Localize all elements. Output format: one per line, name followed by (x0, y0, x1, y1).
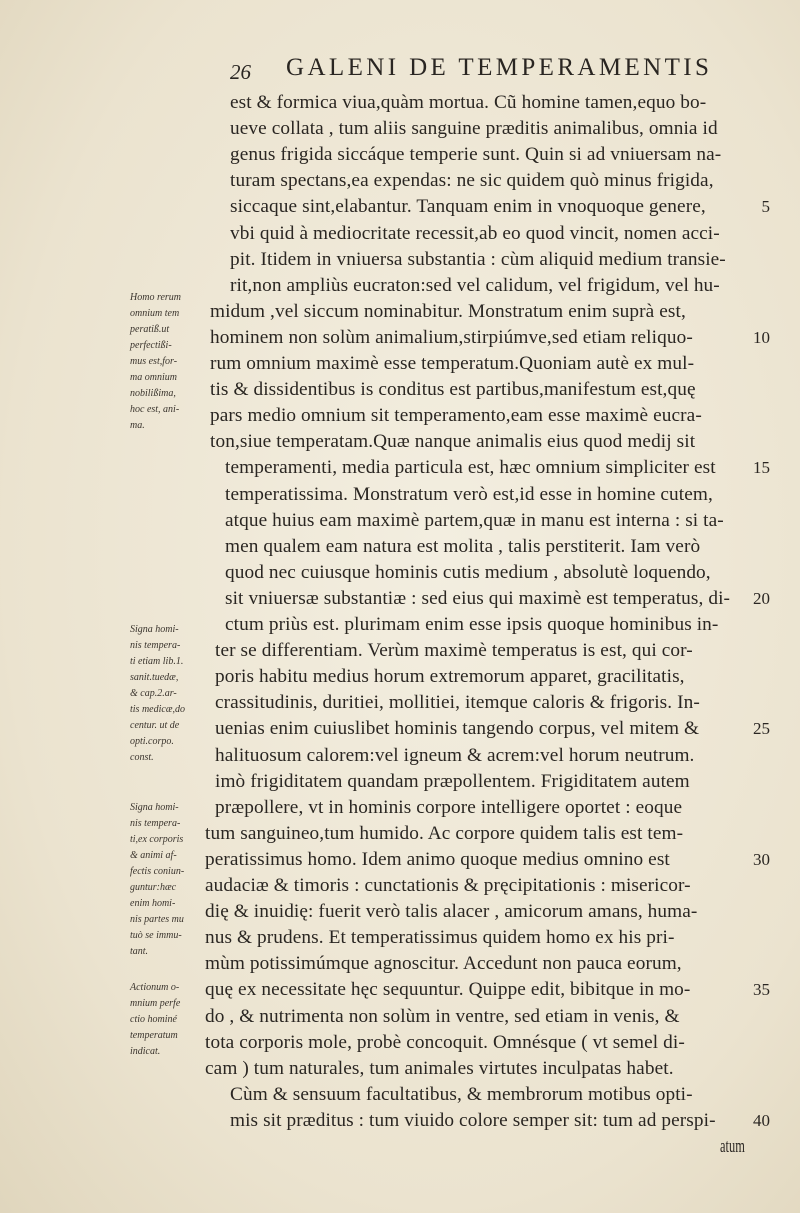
text-line: uenias enim cuiuslibet hominis tangendo corpus, vel mitem & (215, 718, 700, 740)
text-line: halituosum calorem:vel igneum & acrem:vel horum neutrum. (215, 744, 695, 766)
text-line: crassitudinis, duritiei, mollitiei, itemque caloris & frigoris. In- (215, 692, 700, 714)
marginal-note-line: perfectißi- (130, 340, 172, 351)
text-line: pit. Itidem in vniuersa substantia : cùm aliquid medium transie- (230, 248, 726, 270)
marginal-note-line: centur. ut de (130, 720, 180, 731)
line-number: 5 (761, 197, 770, 217)
running-title: GALENI DE TEMPERAMENTIS (286, 54, 713, 81)
text-line: dię & inuidię: fuerit verò talis alacer , amicorum amans, huma- (205, 901, 698, 923)
marginal-note-line: Signa homi- (130, 624, 179, 635)
marginal-note-line: Actionum o- (130, 982, 180, 993)
text-line: temperamenti, media particula est, hæc omnium simpliciter est (225, 457, 716, 479)
text-line: rit,non ampliùs eucraton:sed vel calidum, vel frigidum, vel hu- (230, 274, 720, 296)
text-line: imò frigiditatem quandam præpollentem. Frigiditatem autem (215, 770, 690, 792)
marginal-note-line: mus est,for- (130, 356, 178, 367)
line-number: 10 (753, 327, 770, 347)
text-line: siccaque sint,elabantur. Tanquam enim in vnoquoque genere, (230, 196, 706, 218)
text-line: tum sanguineo,tum humido. Ac corpore quidem talis est tem- (205, 822, 684, 844)
page-header (230, 54, 770, 90)
text-line: atum (720, 1136, 745, 1157)
marginal-note-line: ti etiam lib.1. (130, 656, 184, 667)
line-number: 35 (753, 980, 770, 1000)
text-line: rum omnium maximè esse temperatum.Quoniam autè ex mul- (210, 353, 695, 374)
marginal-note (130, 980, 190, 1060)
marginal-note-line: temperatum (130, 1030, 178, 1041)
text-line: genus frigida siccáque temperie sunt. Quin si ad vniuersam na- (230, 144, 722, 166)
text-line: sit vniuersæ substantiæ : sed eius qui maximè est temperatus, di- (225, 587, 731, 609)
marginal-note (130, 800, 190, 960)
marginal-note-line: nis partes mu (130, 914, 184, 925)
text-line: ter se differentiam. Verùm maximè temperatus is est, qui cor- (215, 640, 693, 662)
main-text (190, 90, 770, 1170)
text-line: quę ex necessitate hęc sequuntur. Quippe edit, bibitque in mo- (205, 979, 691, 1001)
marginal-note-line: mnium perfe (130, 998, 181, 1009)
text-line: atque huius eam maximè partem,quæ in manu est interna : si ta- (225, 509, 724, 531)
marginal-note-line: ti,ex corporis (130, 834, 184, 845)
text-line: do , & nutrimenta non solùm in ventre, sed etiam in venis, & (205, 1005, 680, 1027)
text-line: mùm potissimúmque agnoscitur. Accedunt non pauca eorum, (205, 953, 682, 975)
marginal-note-line: tuò se immu- (130, 930, 182, 941)
text-line: præpollere, vt in hominis corpore intelligere oportet : eoque (215, 796, 683, 818)
text-line: peratissimus homo. Idem animo quoque medius omnino est (205, 848, 670, 870)
text-line: midum ,vel siccum nominabitur. Monstratum enim suprà est, (210, 300, 686, 322)
line-number: 15 (753, 458, 770, 478)
text-line: men qualem eam natura est molita , talis perstiterit. Iam verò (225, 535, 701, 557)
text-line: audaciæ & timoris : cunctationis & pręcipitationis : misericor- (205, 875, 691, 896)
text-line: quod nec cuiusque hominis cutis medium , absolutè loquendo, (225, 561, 711, 583)
text-line: tis & dissidentibus is conditus est partibus,manifestum est,quę (210, 379, 696, 401)
marginal-note-line: indicat. (130, 1046, 161, 1057)
text-line: tota corporis mole, probè concoquit. Omnésque ( vt semel di- (205, 1031, 685, 1053)
marginal-note-line: tis medicæ,do (130, 704, 185, 715)
text-line: nus & prudens. Et temperatissimus quidem homo ex his pri- (205, 927, 675, 949)
marginal-note-line: Signa homi- (130, 802, 179, 813)
folio-number: 26 (230, 60, 251, 84)
line-number: 20 (753, 588, 770, 608)
marginal-note-line: omnium tem (130, 308, 180, 319)
text-line: vbi quid à mediocritate recessit,ab eo quod vincit, nomen acci- (230, 222, 720, 244)
marginal-note-line: fectis coniun- (130, 866, 185, 877)
marginal-note-line: nis tempera- (130, 818, 181, 829)
marginal-note-line: & cap.2.ar- (130, 688, 177, 699)
marginal-note-line: const. (130, 752, 154, 763)
marginal-note-line: & animi af- (130, 850, 177, 861)
text-line: cam ) tum naturales, tum animales virtutes inculpatas habet. (205, 1057, 674, 1079)
marginal-note-line: nis tempera- (130, 640, 181, 651)
marginal-note-line: enim homi- (130, 898, 176, 909)
line-number: 40 (753, 1110, 770, 1130)
text-line: turam spectans,ea expendas: ne sic quidem quò minus frigida, (230, 170, 714, 192)
marginal-note-line: tant. (130, 946, 149, 957)
marginal-note (130, 290, 190, 434)
marginal-note-line: nobilißima, (130, 388, 176, 399)
text-line: Cùm & sensuum facultatibus, & membrorum motibus opti- (230, 1083, 693, 1105)
line-number: 25 (753, 719, 770, 739)
text-line: pars medio omnium sit temperamento,eam esse maximè eucra- (210, 405, 702, 427)
marginal-note-line: peratiß.ut (130, 324, 170, 335)
text-line: hominem non solùm animalium,stirpiúmve,sed etiam reliquo- (210, 326, 693, 348)
marginal-note-line: guntur:hæc (130, 882, 177, 893)
text-line: ton,siue temperatam.Quæ nanque animalis eius quod medij sit (210, 431, 696, 453)
marginal-note-line: ctio hominé (130, 1014, 177, 1025)
marginal-note-line: Homo rerum (130, 292, 182, 303)
marginal-note-line: ma. (130, 420, 145, 431)
text-line: est & formica viua,quàm mortua. Cũ homine tamen,equo bo- (230, 92, 707, 113)
marginal-note-line: hoc est, ani- (130, 404, 180, 415)
marginal-note (130, 622, 190, 766)
text-line: poris habitu medius horum extremorum apparet, gracilitatis, (215, 666, 685, 688)
text-line: mis sit præditus : tum viuido colore semper sit: tum ad perspi- (230, 1109, 716, 1131)
marginal-note-line: ma omnium (130, 372, 177, 383)
marginal-note-line: sanit.tuedæ, (130, 672, 179, 683)
text-line: temperatissima. Monstratum verò est,id esse in homine cutem, (225, 483, 713, 505)
line-number: 30 (753, 849, 770, 869)
text-line: ueve collata , tum aliis sanguine præditis animalibus, omnia id (230, 118, 718, 140)
marginal-note-line: opti.corpo. (130, 736, 174, 747)
text-line: ctum priùs est. plurimam enim esse ipsis quoque hominibus in- (225, 614, 719, 635)
